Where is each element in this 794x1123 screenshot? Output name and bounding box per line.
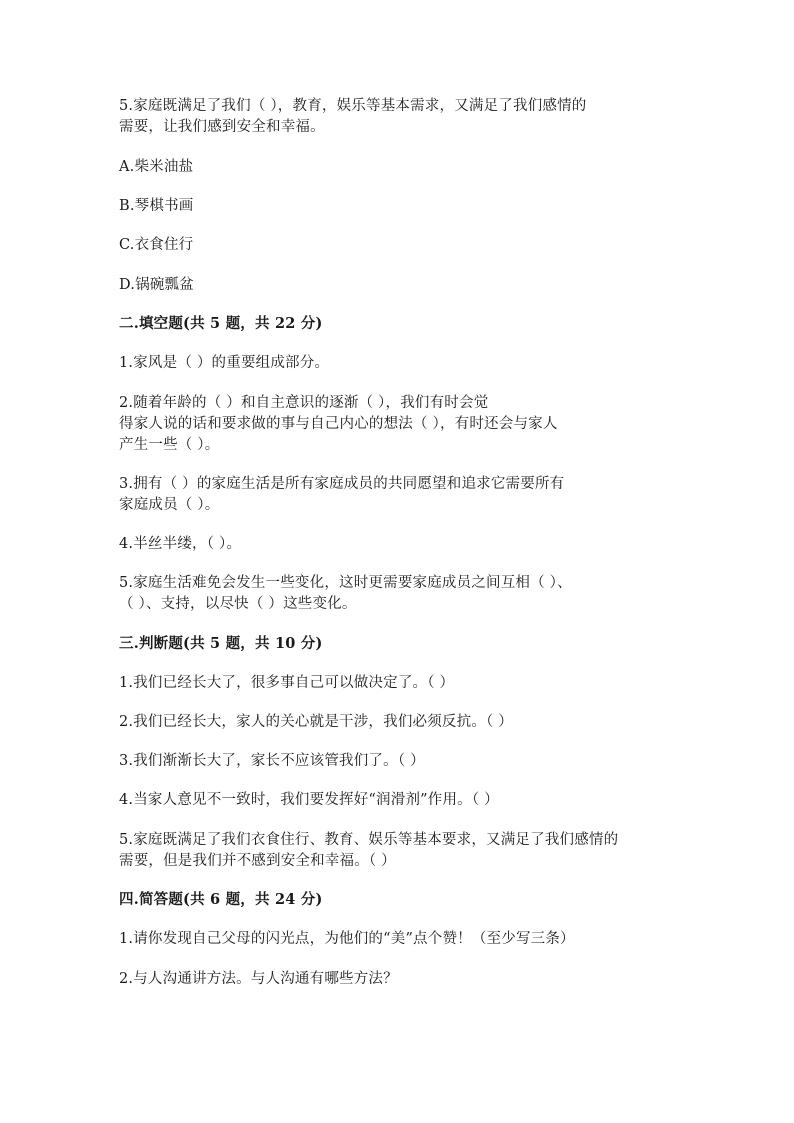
s2-q5-line1: 5.家庭生活难免会发生一些变化，这时更需要家庭成员之间互相（ ）、 <box>119 575 572 591</box>
s3-q1: 1.我们已经长大了，很多事自己可以做决定了。（ ） <box>119 675 455 691</box>
s3-q5-line2: 需要，但是我们并不感到安全和幸福。（ ） <box>119 853 396 869</box>
s4-q1: 1.请你发现自己父母的闪光点，为他们的“美”点个赞！（至少写三条） <box>119 931 575 947</box>
s3-q3: 3.我们渐渐长大了，家长不应该管我们了。（ ） <box>119 753 425 769</box>
section3-heading: 三.判断题(共 5 题，共 10 分) <box>119 635 323 652</box>
s3-q5-line1: 5.家庭既满足了我们衣食住行、教育、娱乐等基本要求，又满足了我们感情的 <box>119 832 619 848</box>
s1-q5-option-d: D.锅碗瓢盆 <box>119 277 194 293</box>
s3-q4: 4.当家人意见不一致时，我们要发挥好“润滑剂”作用。（ ） <box>119 792 499 808</box>
s1-q5-line2: 需要，让我们感到安全和幸福。 <box>119 119 325 135</box>
section4-heading: 四.简答题(共 6 题，共 24 分) <box>119 891 323 908</box>
s4-q2: 2.与人沟通讲方法。与人沟通有哪些方法？ <box>119 971 398 987</box>
s2-q2-line1: 2.随着年龄的（ ）和自主意识的逐渐（ ），我们有时会觉 <box>119 395 489 411</box>
s2-q3-line2: 家庭成员（ ）。 <box>119 497 220 513</box>
s2-q2-line2: 得家人说的话和要求做的事与自己内心的想法（ ），有时还会与家人 <box>119 416 558 432</box>
s2-q1: 1.家风是（ ）的重要组成部分。 <box>119 355 330 371</box>
section2-heading: 二.填空题(共 5 题，共 22 分) <box>119 315 323 332</box>
s2-q4: 4.半丝半缕，（ ）。 <box>119 536 242 552</box>
s1-q5-line1: 5.家庭既满足了我们（ ），教育，娱乐等基本需求，又满足了我们感情的 <box>119 98 587 114</box>
s3-q2: 2.我们已经长大，家人的关心就是干涉，我们必须反抗。（ ） <box>119 714 513 730</box>
s2-q5-line2: （ ）、支持，以尽快（ ）这些变化。 <box>119 596 357 612</box>
s1-q5-option-c: C.衣食住行 <box>119 237 194 253</box>
s2-q3-line1: 3.拥有（ ）的家庭生活是所有家庭成员的共同愿望和追求它需要所有 <box>119 476 565 492</box>
s1-q5-option-a: A.柴米油盐 <box>119 159 194 175</box>
s1-q5-option-b: B.琴棋书画 <box>119 198 194 214</box>
s2-q2-line3: 产生一些（ ）。 <box>119 437 220 453</box>
